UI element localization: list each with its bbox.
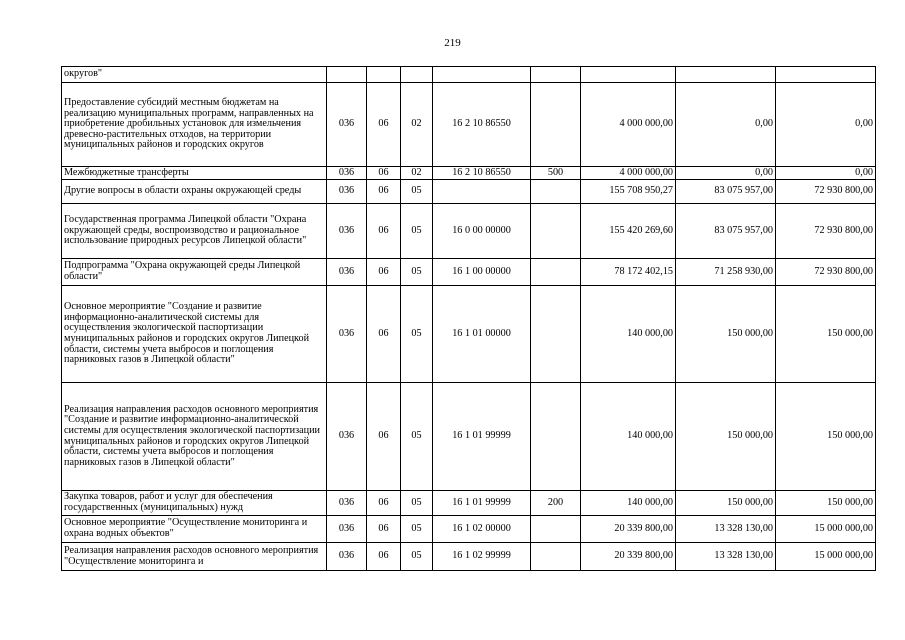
cell-subsection: 05 xyxy=(401,204,433,259)
cell-name: Основное мероприятие "Создание и развитие информационно-аналитической системы для осуществления экологической паспортизации муниципальных районов и городских округов Липецкой области, системы учета выбросов и поглощения парниковых газов в Липецкой области" xyxy=(62,286,327,383)
cell-expense-kind xyxy=(531,204,581,259)
table-row xyxy=(62,543,876,571)
cell-expense-kind xyxy=(531,180,581,204)
cell-amount-year-3: 72 930 800,00 xyxy=(776,180,876,204)
cell-subsection: 05 xyxy=(401,180,433,204)
cell-amount-year-1: 20 339 800,00 xyxy=(581,516,676,543)
cell-amount-year-2 xyxy=(676,67,776,83)
cell-section: 06 xyxy=(367,259,401,286)
cell-target-article: 16 2 10 86550 xyxy=(433,167,531,180)
cell-amount-year-2: 150 000,00 xyxy=(676,383,776,491)
cell-expense-kind xyxy=(531,83,581,167)
cell-ministry-code: 036 xyxy=(327,167,367,180)
cell-expense-kind xyxy=(531,67,581,83)
cell-ministry-code: 036 xyxy=(327,286,367,383)
cell-amount-year-3: 150 000,00 xyxy=(776,491,876,516)
cell-name: Государственная программа Липецкой области "Охрана окружающей среды, воспроизводство и рациональное использование природных ресурсов Липецкой области" xyxy=(62,204,327,259)
cell-target-article: 16 1 01 00000 xyxy=(433,286,531,383)
cell-expense-kind: 500 xyxy=(531,167,581,180)
cell-ministry-code: 036 xyxy=(327,180,367,204)
cell-subsection: 05 xyxy=(401,383,433,491)
table-row xyxy=(62,83,876,167)
cell-ministry-code: 036 xyxy=(327,543,367,571)
table-row xyxy=(62,491,876,516)
cell-subsection: 05 xyxy=(401,543,433,571)
cell-subsection: 02 xyxy=(401,167,433,180)
cell-section: 06 xyxy=(367,83,401,167)
cell-amount-year-1: 4 000 000,00 xyxy=(581,167,676,180)
cell-amount-year-1: 140 000,00 xyxy=(581,286,676,383)
cell-amount-year-3 xyxy=(776,67,876,83)
cell-ministry-code: 036 xyxy=(327,516,367,543)
cell-subsection: 05 xyxy=(401,491,433,516)
cell-amount-year-1: 4 000 000,00 xyxy=(581,83,676,167)
cell-amount-year-3: 72 930 800,00 xyxy=(776,259,876,286)
cell-target-article: 16 2 10 86550 xyxy=(433,83,531,167)
table-row xyxy=(62,286,876,383)
cell-name: Подпрограмма "Охрана окружающей среды Липецкой области" xyxy=(62,259,327,286)
cell-target-article: 16 0 00 00000 xyxy=(433,204,531,259)
cell-section: 06 xyxy=(367,286,401,383)
page-number: 219 xyxy=(444,37,461,49)
cell-section: 06 xyxy=(367,204,401,259)
cell-amount-year-2: 13 328 130,00 xyxy=(676,543,776,571)
cell-amount-year-1: 20 339 800,00 xyxy=(581,543,676,571)
cell-amount-year-2: 150 000,00 xyxy=(676,286,776,383)
cell-name: Закупка товаров, работ и услуг для обеспечения государственных (муниципальных) нужд xyxy=(62,491,327,516)
cell-section: 06 xyxy=(367,543,401,571)
cell-amount-year-3: 15 000 000,00 xyxy=(776,516,876,543)
cell-section: 06 xyxy=(367,167,401,180)
cell-ministry-code: 036 xyxy=(327,204,367,259)
cell-target-article: 16 1 02 99999 xyxy=(433,543,531,571)
cell-amount-year-3: 150 000,00 xyxy=(776,383,876,491)
cell-amount-year-1: 78 172 402,15 xyxy=(581,259,676,286)
cell-ministry-code xyxy=(327,67,367,83)
cell-name: Реализация направления расходов основного мероприятия "Осуществление мониторинга и xyxy=(62,543,327,571)
cell-amount-year-3: 0,00 xyxy=(776,167,876,180)
cell-name: Предоставление субсидий местным бюджетам на реализацию муниципальных программ, направленных на приобретение дробильных установок для измельчения древесно-растительных отходов, на территории муниципальных районов и городских округов xyxy=(62,83,327,167)
cell-amount-year-1: 140 000,00 xyxy=(581,491,676,516)
cell-amount-year-2: 0,00 xyxy=(676,83,776,167)
cell-amount-year-2: 83 075 957,00 xyxy=(676,204,776,259)
cell-amount-year-3: 150 000,00 xyxy=(776,286,876,383)
cell-name: Основное мероприятие "Осуществление мониторинга и охрана водных объектов" xyxy=(62,516,327,543)
cell-amount-year-3: 72 930 800,00 xyxy=(776,204,876,259)
cell-section: 06 xyxy=(367,516,401,543)
table-row xyxy=(62,383,876,491)
cell-expense-kind xyxy=(531,543,581,571)
cell-subsection: 05 xyxy=(401,259,433,286)
cell-target-article xyxy=(433,180,531,204)
cell-amount-year-2: 71 258 930,00 xyxy=(676,259,776,286)
cell-ministry-code: 036 xyxy=(327,491,367,516)
budget-table xyxy=(61,66,876,571)
cell-name: округов" xyxy=(62,67,327,83)
cell-amount-year-1: 155 708 950,27 xyxy=(581,180,676,204)
cell-amount-year-2: 83 075 957,00 xyxy=(676,180,776,204)
cell-section xyxy=(367,67,401,83)
cell-ministry-code: 036 xyxy=(327,83,367,167)
cell-amount-year-2: 0,00 xyxy=(676,167,776,180)
cell-expense-kind xyxy=(531,286,581,383)
cell-target-article xyxy=(433,67,531,83)
cell-section: 06 xyxy=(367,491,401,516)
table-row xyxy=(62,67,876,83)
cell-subsection: 02 xyxy=(401,83,433,167)
cell-amount-year-1: 155 420 269,60 xyxy=(581,204,676,259)
cell-expense-kind: 200 xyxy=(531,491,581,516)
cell-amount-year-1: 140 000,00 xyxy=(581,383,676,491)
cell-ministry-code: 036 xyxy=(327,383,367,491)
table-row xyxy=(62,259,876,286)
cell-amount-year-3: 0,00 xyxy=(776,83,876,167)
table-row xyxy=(62,204,876,259)
cell-amount-year-2: 150 000,00 xyxy=(676,491,776,516)
table-row xyxy=(62,167,876,180)
cell-amount-year-1 xyxy=(581,67,676,83)
cell-expense-kind xyxy=(531,516,581,543)
cell-subsection: 05 xyxy=(401,286,433,383)
table-row xyxy=(62,180,876,204)
cell-subsection: 05 xyxy=(401,516,433,543)
cell-name: Другие вопросы в области охраны окружающей среды xyxy=(62,180,327,204)
cell-name: Реализация направления расходов основного мероприятия "Создание и развитие информационно-аналитической системы для осуществления экологической паспортизации муниципальных районов и городских округов Липецкой области, системы учета выбросов и поглощения парниковых газов в Липецкой области" xyxy=(62,383,327,491)
cell-target-article: 16 1 01 99999 xyxy=(433,491,531,516)
cell-ministry-code: 036 xyxy=(327,259,367,286)
cell-expense-kind xyxy=(531,259,581,286)
cell-subsection xyxy=(401,67,433,83)
cell-amount-year-3: 15 000 000,00 xyxy=(776,543,876,571)
cell-section: 06 xyxy=(367,180,401,204)
cell-target-article: 16 1 01 99999 xyxy=(433,383,531,491)
cell-expense-kind xyxy=(531,383,581,491)
cell-name: Межбюджетные трансферты xyxy=(62,167,327,180)
table-row xyxy=(62,516,876,543)
cell-amount-year-2: 13 328 130,00 xyxy=(676,516,776,543)
cell-target-article: 16 1 00 00000 xyxy=(433,259,531,286)
cell-section: 06 xyxy=(367,383,401,491)
cell-target-article: 16 1 02 00000 xyxy=(433,516,531,543)
